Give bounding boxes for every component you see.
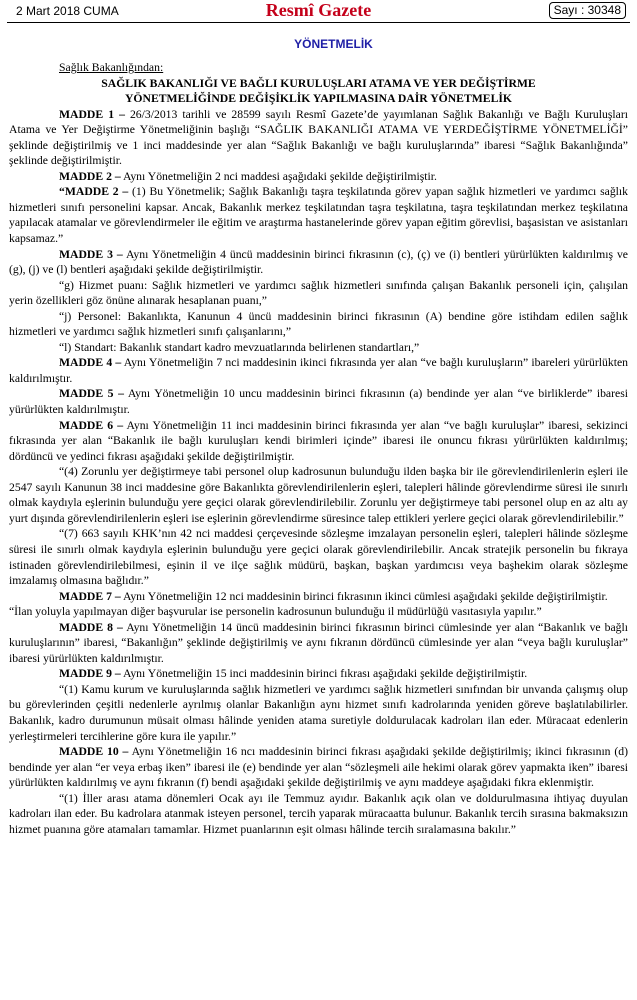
amendment-paragraph	[9, 309, 628, 340]
article-label: MADDE 8 –	[59, 620, 123, 634]
article-text: Aynı Yönetmeliğin 16 ncı maddesinin birinci fıkrası aşağıdaki şekilde değiştirilmiş; ikinci fıkrasının (d) bendinde yer alan “er veya erbaş iken” ibaresi ile (e) bendinde yer alan “sözleşmeli aile hekimi olarak görev yapmakta iken” ibaresi yürürlükten kaldırılmış ve aynı fıkranın (f) bendi aşağıdaki şekilde değiştirilmiş ve aynı maddeye aşağıdaki fıkra eklenmiştir.	[9, 745, 628, 790]
article-text: Aynı Yönetmeliğin 7 nci maddesinin ikinci fıkrasında yer alan “ve bağlı kuruluşların” ibareleri yürürlükten kaldırılmıştır.	[9, 356, 629, 385]
article-paragraph	[9, 184, 628, 246]
articles-list	[9, 107, 628, 838]
article-text: “(1) Kamu kurum ve kuruluşlarında sağlık hizmetleri ve yardımcı sağlık hizmetleri sınıfından bir unvanda çalışmış olup bu görevlerinden çeşitli nedenlerle ayrılmış olanlar Bakanlığın aynı hizmet sınıfı kadrolarında yeniden göreve başlatılabilirler. Bakanlık, kadro durumunun müsait olması hâlinde yeniden atama suretiyle doldurulacak kadroları ilan eder. Müracaat edenlerin yerleştirmeleri tercihlerine göre kura ile yapılır.”	[9, 682, 628, 743]
article-text: (1) Bu Yönetmelik; Sağlık Bakanlığı taşra teşkilatında görev yapan sağlık hizmetleri ve yardımcı sağlık hizmetleri sınıfı personelini kapsar. Ancak, Bakanlık merkez teşkilatından taşra teşkilatına, taşra teşkilatından merkez teşkilatına yapılacak atamalar ve görevlendirmeler ile eğitim ve araştırma hastanelerinde görev yapan eğitim görevlisi, başasistan ve asistanları kapsamaz.”	[9, 185, 628, 246]
article-label: MADDE 6 –	[59, 418, 124, 432]
article-label: “MADDE 2 –	[59, 185, 129, 199]
article-label: MADDE 9 –	[59, 667, 121, 681]
article-label: MADDE 5 –	[59, 387, 124, 401]
article-label: MADDE 1 –	[59, 107, 125, 121]
article-text: Aynı Yönetmeliğin 15 inci maddesinin birinci fıkrası aşağıdaki şekilde değiştirilmiştir.	[120, 667, 528, 681]
article-paragraph	[9, 620, 628, 667]
amendment-paragraph	[9, 791, 628, 838]
article-text: “(7) 663 sayılı KHK’nın 42 nci maddesi çerçevesinde sözleşme imzalayan personelin eşleri, talepleri hâlinde sözleşme süresi ile sınırlı olmak kaydıyla eşlerinin bulunduğu yere geçici olarak görevlendirilebilir. Ancak stratejik personelin bu fıkraya istinaden görevlendirilebilmesi, eşinin il ve ilçe sağlık müdürü, başkan, başkan yardımcısı veya başhekim olarak sözleşme imzalamış olmasına bağlıdır.”	[9, 527, 628, 588]
article-label: MADDE 10 –	[59, 745, 129, 759]
article-text: Aynı Yönetmeliğin 2 nci maddesi aşağıdaki şekilde değiştirilmiştir.	[120, 169, 437, 183]
amendment-paragraph	[9, 604, 628, 620]
gazette-header	[9, 0, 628, 22]
article-text: Aynı Yönetmeliğin 12 nci maddesinin birinci fıkrasının ikinci cümlesi aşağıdaki şekilde değiştirilmiştir.	[120, 589, 608, 603]
article-paragraph	[9, 418, 628, 465]
issue-date: 2 Mart 2018 CUMA	[16, 4, 119, 18]
article-label: MADDE 7 –	[59, 589, 121, 603]
ministry-name: Sağlık Bakanlığından:	[59, 61, 164, 74]
article-paragraph	[9, 247, 628, 278]
regulation-title-line-2: YÖNETMELİĞİNDE DEĞİŞİKLİK YAPILMASINA DAİR YÖNETMELİK	[124, 92, 513, 106]
article-text: 26/3/2013 tarihli ve 28599 sayılı Resmî Gazete’de yayımlanan Sağlık Bakanlığı ve Bağlı Kuruluşları Atama ve Yer Değiştirme Yönetmeliğinin başlığı “SAĞLIK BAKANLIĞI ATAMA VE YERDEĞİŞTİRME YÖNETMELİĞİ” şeklinde değiştirilmiş ve 1 inci maddesinde yer alan “Sağlık Bakanlığı ve bağlı kuruluşlarında” ibaresi “Sağlık Bakanlığında” şeklinde değiştirilmiştir.	[9, 107, 628, 168]
article-paragraph	[9, 107, 628, 169]
article-text: “l) Standart: Bakanlık standart kadro mevzuatlarında belirlenen standartları,”	[59, 340, 420, 354]
regulation-title-line-1: SAĞLIK BAKANLIĞI VE BAĞLI KURULUŞLARI ATAMA VE YER DEĞİŞTİRME	[101, 76, 536, 90]
amendment-paragraph	[9, 682, 628, 744]
article-paragraph	[9, 744, 628, 791]
article-label: MADDE 2 –	[59, 169, 121, 183]
article-text: Aynı Yönetmeliğin 11 inci maddesinin birinci fıkrasında yer alan “ve bağlı kuruluşlar” ibaresi, sekizinci fıkrasında yer alan “Bakanlık ile bağlı kuruluşları kendi birimleri içinde” ibaresi ile onuncu fıkrası yürürlükten kaldırılmış; dördüncü ve yedinci fıkrası aşağıdaki şekilde değiştirilmiştir.	[9, 418, 628, 463]
article-text: “g) Hizmet puanı: Sağlık hizmetleri ve yardımcı sağlık hizmetleri sınıfında çalışan Bakanlık personeli için, çalışılan yerin özellikleri göz önüne alınarak hesaplanan puanı,”	[9, 278, 628, 308]
article-paragraph	[9, 666, 628, 682]
header-divider	[7, 22, 630, 23]
article-text: “İlan yoluyla yapılmayan diğer başvurular ise personelin kadrosunun bulunduğu il müdürlüğü vasıtasıyla yapılır.”	[9, 605, 542, 619]
article-paragraph	[9, 169, 628, 185]
amendment-paragraph	[9, 340, 628, 356]
article-text: “j) Personel: Bakanlıkta, Kanunun 4 üncü maddesinin birinci fıkrasının (A) bendine göre istihdam edilen sağlık hizmetleri ve yardımcı sağlık hizmetleri sınıfı çalışanlarını,”	[9, 309, 628, 339]
article-paragraph	[9, 355, 628, 386]
article-label: MADDE 4 –	[59, 356, 122, 370]
article-text: Aynı Yönetmeliğin 10 uncu maddesinin birinci fıkrasının (a) bendinde yer alan “ve birliklerde” ibaresi yürürlükten kaldırılmıştır.	[9, 387, 628, 417]
article-text: “(1) İller arası atama dönemleri Ocak ayı ile Temmuz ayıdır. Bakanlık açık olan ve doldurulmasına ihtiyaç duyulan kadroları ilan eder. Bu kadrolara atanmak isteyen personel, tercih yaparak müracaatta bulunur. Bakanlık tercih sırasına bakmaksızın hizmet puanına göre atamaları tamamlar. Hizmet puanlarının eşit olması hâlinde tercih sıralamasına bakılır.”	[9, 791, 628, 836]
article-paragraph	[9, 589, 628, 605]
amendment-paragraph	[9, 278, 628, 309]
section-heading: YÖNETMELİK	[294, 37, 373, 51]
issue-number: Sayı : 30348	[549, 2, 626, 19]
regulation-body	[9, 60, 628, 837]
article-paragraph	[9, 386, 628, 417]
gazette-title: Resmî Gazete	[265, 0, 372, 20]
article-text: Aynı Yönetmeliğin 14 üncü maddesinin birinci fıkrasının birinci cümlesinde yer alan “Bakanlık ve bağlı kuruluşlarının” ibaresi, “Bakanlığın” şeklinde değiştirilmiş ve aynı fıkranın dördüncü cümlesinde yer alan “veya bağlı kuruluşlar” ibaresi yürürlükten kaldırılmıştır.	[9, 620, 628, 665]
amendment-paragraph	[9, 464, 628, 526]
amendment-paragraph	[9, 526, 628, 588]
article-text: “(4) Zorunlu yer değiştirmeye tabi personel olup kadrosunun bulunduğu ilden başka bir ile görevlendirilenlerin eşleri ile 2547 sayılı Kanunun 38 inci maddesine göre Bakanlıkta görevlendirilenlerin eşleri, talepleri hâlinde görevlendirme süresi ile sınırlı olmak kaydıyla eşlerinin bulunduğu yere geçici olarak görevlendirilebilir. Zorunlu yer değiştirmeye tabi personel olup en az altı ay yurt dışında görevlendirilenlerin eşleri ise eşlerinin görevlendirme süresince talep ettikleri yerlere geçici olarak görevlendirilebilir.”	[9, 465, 628, 525]
article-text: Aynı Yönetmeliğin 4 üncü maddesinin birinci fıkrasının (c), (ç) ve (i) bentleri yürürlükten kaldırılmış ve (g), (j) ve (l) bentleri aşağıdaki şekilde değiştirilmiştir.	[9, 247, 628, 277]
article-label: MADDE 3 –	[59, 247, 123, 261]
